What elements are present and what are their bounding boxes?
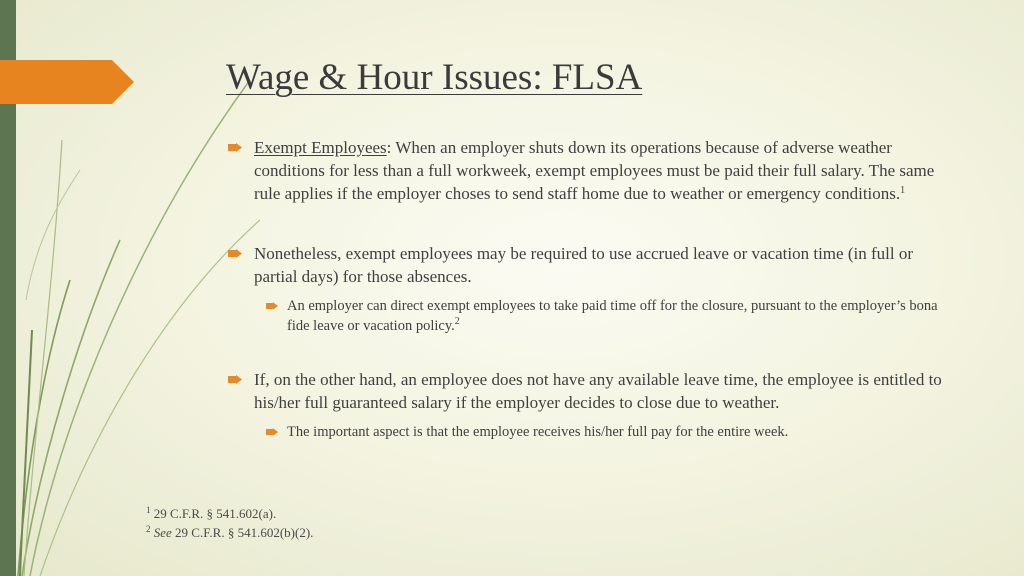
bullet-arrow-icon xyxy=(228,375,242,384)
footnote-text: 29 C.F.R. § 541.602(a). xyxy=(153,506,277,521)
bullet-arrow-icon xyxy=(228,249,242,258)
footnote-number: 2 xyxy=(146,524,151,534)
bullet-exempt-employees xyxy=(226,136,946,205)
bullet-nonetheless xyxy=(226,242,946,288)
bullet-no-leave-time xyxy=(226,368,946,414)
footnotes xyxy=(146,504,313,542)
orange-accent-tab xyxy=(0,60,134,104)
sub-bullet-full-pay xyxy=(226,422,946,442)
sub-bullet-paid-time-off xyxy=(226,296,946,336)
bullet-arrow-icon xyxy=(266,302,278,310)
bullet-arrow-icon xyxy=(228,143,242,152)
slide-title: Wage & Hour Issues: FLSA xyxy=(226,57,643,98)
footnote-2 xyxy=(146,523,313,542)
slide-content xyxy=(226,136,946,442)
footnote-see: See xyxy=(153,525,172,540)
footnote-ref: 2 xyxy=(454,316,460,327)
bullet-text: : When an employer shuts down its operations because of adverse weather conditions for less than a full workweek, exempt employees must be paid their full salary. The same rule applies if the employer choses to send staff home due to weather or emergency conditions. xyxy=(254,138,935,203)
footnote-number: 1 xyxy=(146,505,151,515)
footnote-1 xyxy=(146,504,313,523)
sub-bullet-text: An employer can direct exempt employees to take paid time off for the closure, pursuant to the employer’s bona fide leave or vacation policy. xyxy=(287,298,938,334)
exempt-employees-term: Exempt Employees xyxy=(254,138,387,157)
footnote-text: 29 C.F.R. § 541.602(b)(2). xyxy=(175,525,314,540)
bullet-text: Nonetheless, exempt employees may be required to use accrued leave or vacation time (in full or partial days) for those absences. xyxy=(254,244,913,286)
sub-bullet-text: The important aspect is that the employee receives his/her full pay for the entire week. xyxy=(287,424,789,440)
footnote-ref: 1 xyxy=(900,185,906,196)
bullet-text: If, on the other hand, an employee does not have any available leave time, the employee is entitled to his/her full guaranteed salary if the employer decides to close due to weather. xyxy=(254,370,942,412)
bullet-arrow-icon xyxy=(266,428,278,436)
